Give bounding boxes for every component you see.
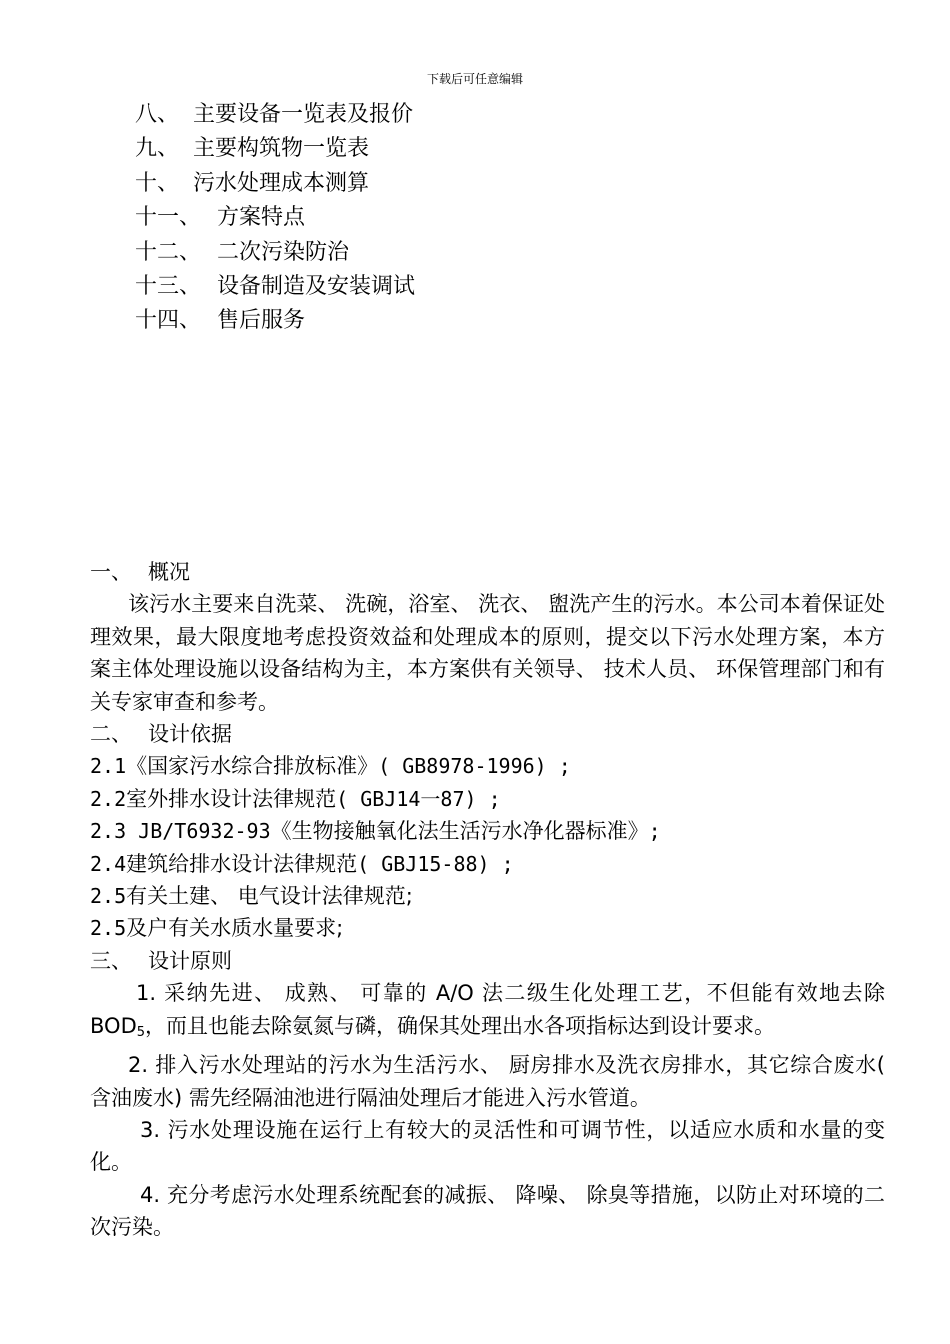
toc-item-title: 污水处理成本测算 [193,170,370,196]
basis-item [90,815,885,847]
toc-item-title: 售后服务 [217,308,306,334]
basis-item-code: 2.3 JB/T6932-93 [90,819,271,844]
toc-item [135,304,415,338]
basis-item-text: 《国家污水综合排放标准》 [126,754,379,779]
section-heading-basis [90,718,885,750]
principle-paragraph-2: 2. 排入污水处理站的污水为生活污水、 厨房排水及洗衣房排水，其它综合废水( 含油废水) 需先经隔油池进行隔油处理后才能进入污水管道。 [90,1053,885,1110]
basis-item-text: 建筑给排水设计法律规范 [126,851,358,876]
toc-item [135,201,415,235]
basis-item [90,880,885,912]
basis-item [90,783,885,815]
basis-item-code: 2.5 [90,884,127,909]
basis-item-tail: ( GBJ15-88) ; [357,851,514,876]
section-title: 设计原则 [148,948,232,973]
toc-item-title: 设备制造及安装调试 [217,274,416,300]
basis-item-code: 2.1 [90,754,127,779]
basis-item-code: 2.5 [90,916,127,941]
basis-item-tail: ; [648,819,661,844]
toc-item-number: 十一、 [135,205,202,231]
basis-item-text: 有关土建、 电气设计法律规范; [126,884,413,909]
toc-item-number: 九、 [135,136,180,162]
principle-text: 1. 采纳先进、 成熟、 可靠的 A/O 法二级生化处理工艺，不但能有效地去除 BOD [90,981,885,1038]
section-number: 二、 [90,722,132,747]
document-body [90,556,885,1244]
basis-item-text: 《生物接触氧化法生活污水净化器标准》 [270,819,649,844]
table-of-contents [135,98,415,339]
toc-item [135,98,415,132]
header-note: 下载后可任意编辑 [426,72,523,86]
basis-item-text: 及户有关水质水量要求; [126,916,344,941]
toc-item-title: 主要构筑物一览表 [193,136,370,162]
toc-item-number: 十二、 [135,239,202,265]
basis-item [90,848,885,880]
toc-item [135,270,415,304]
overview-paragraph: 该污水主要来自洗菜、 洗碗，浴室、 洗衣、 盥洗产生的污水。本公司本着保证处理效果，最大限度地考虑投资效益和处理成本的原则，提交以下污水处理方案，本方案主体处理设施以设备结构为主，本方案供有关领导、 技术人员、 环保管理部门和有关专家审查和参考。 [90,592,885,714]
section-number: 三、 [90,948,132,973]
toc-item [135,132,415,166]
toc-item [135,167,415,201]
basis-item-code: 2.4 [90,851,127,876]
toc-item-number: 十、 [135,170,180,196]
principle-paragraph-3: 3. 污水处理设施在运行上有较大的灵活性和可调节性，以适应水质和水量的变化。 [90,1117,885,1175]
basis-item-tail: ( GB8978-1996) ; [378,754,571,779]
section-heading-overview [90,556,885,588]
section-title: 概况 [148,560,190,584]
section-title: 设计依据 [148,722,232,747]
subscript: 5 [136,1024,146,1040]
basis-item [90,750,885,782]
basis-item-code: 2.2 [90,786,127,811]
principle-paragraph-1 [90,977,885,1049]
toc-item-title: 主要设备一览表及报价 [193,102,414,127]
toc-item-number: 八、 [135,102,180,127]
toc-item-title: 二次污染防治 [217,239,350,265]
basis-item-tail: ( GBJ14一87) ; [336,786,501,811]
section-heading-principles [90,945,885,977]
principle-paragraph-4: 4. 充分考虑污水处理系统配套的减振、 降噪、 除臭等措施，以防止对环境的二次污染。 [90,1182,885,1240]
section-number: 一、 [90,560,132,584]
basis-item [90,912,885,944]
toc-item-number: 十三、 [135,274,202,300]
principle-text: ，而且也能去除氨氮与磷，确保其处理出水各项指标达到设计要求。 [145,1013,776,1038]
toc-item [135,236,415,270]
toc-item-number: 十四、 [135,308,202,334]
basis-item-text: 室外排水设计法律规范 [126,786,337,811]
toc-item-title: 方案特点 [217,205,306,231]
